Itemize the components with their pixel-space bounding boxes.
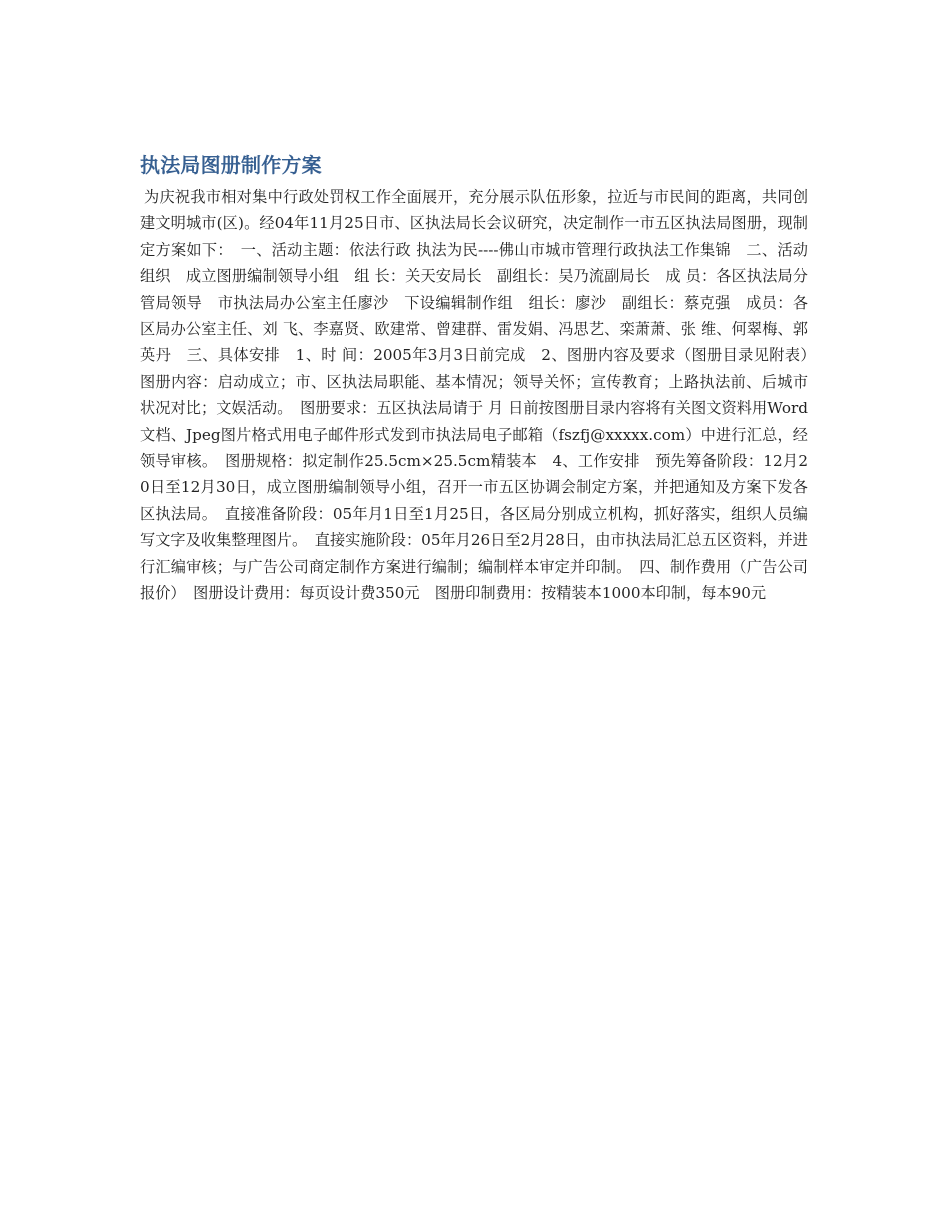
document-title: 执法局图册制作方案 [140, 153, 322, 177]
document-body-paragraph: 为庆祝我市相对集中行政处罚权工作全面展开，充分展示队伍形象，拉近与市民间的距离，共同创建文明城市(区)。经04年11月25日市、区执法局长会议研究，决定制作一市五区执法局图册，现制定方案如下： 一、活动主题：依法行政 执法为民----佛山市城市管理行政执法工作集锦 二、活动组织 成立图册编制领导小组 组 长：关天安局长 副组长：吴乃流副局长 成 员：各区执法局分管局领导 市执法局办公室主任廖沙 下设编辑制作组 组长：廖沙 副组长：蔡克强 成员：各区局办公室主任、刘 飞、李嘉贤、欧建常、曾建群、雷发娟、冯思艺、栾萧萧、张 维、何翠梅、郭英丹 三、具体安排 1、时 间：2005年3月3日前完成 2、图册内容及要求（图册目录见附表） 图册内容：启动成立；市、区执法局职能、基本情况；领导关怀；宣传教育；上路执法前、后城市状况对比；文娱活动。 图册要求：五区执法局请于 月 日前按图册目录内容将有关图文资料用Word文档、Jpeg图片格式用电子邮件形式发到市执法局电子邮箱（fszfj@xxxxx.com）中进行汇总，经领导审核。 图册规格：拟定制作25.5cm×25.5cm精装本 4、工作安排 预先筹备阶段：12月20日至12月30日，成立图册编制领导小组，召开一市五区协调会制定方案，并把通知及方案下发各区执法局。 直接准备阶段：05年月1日至1月25日，各区局分别成立机构，抓好落实，组织人员编写文字及收集整理图片。 直接实施阶段：05年月26日至2月28日，由市执法局汇总五区资料，并进行汇编审核；与广告公司商定制作方案进行编制；编制样本审定并印制。 四、制作费用（广告公司报价） 图册设计费用：每页设计费350元 图册印制费用：按精装本1000本印制，每本90元 [140, 188, 824, 603]
document-content [140, 150, 824, 607]
